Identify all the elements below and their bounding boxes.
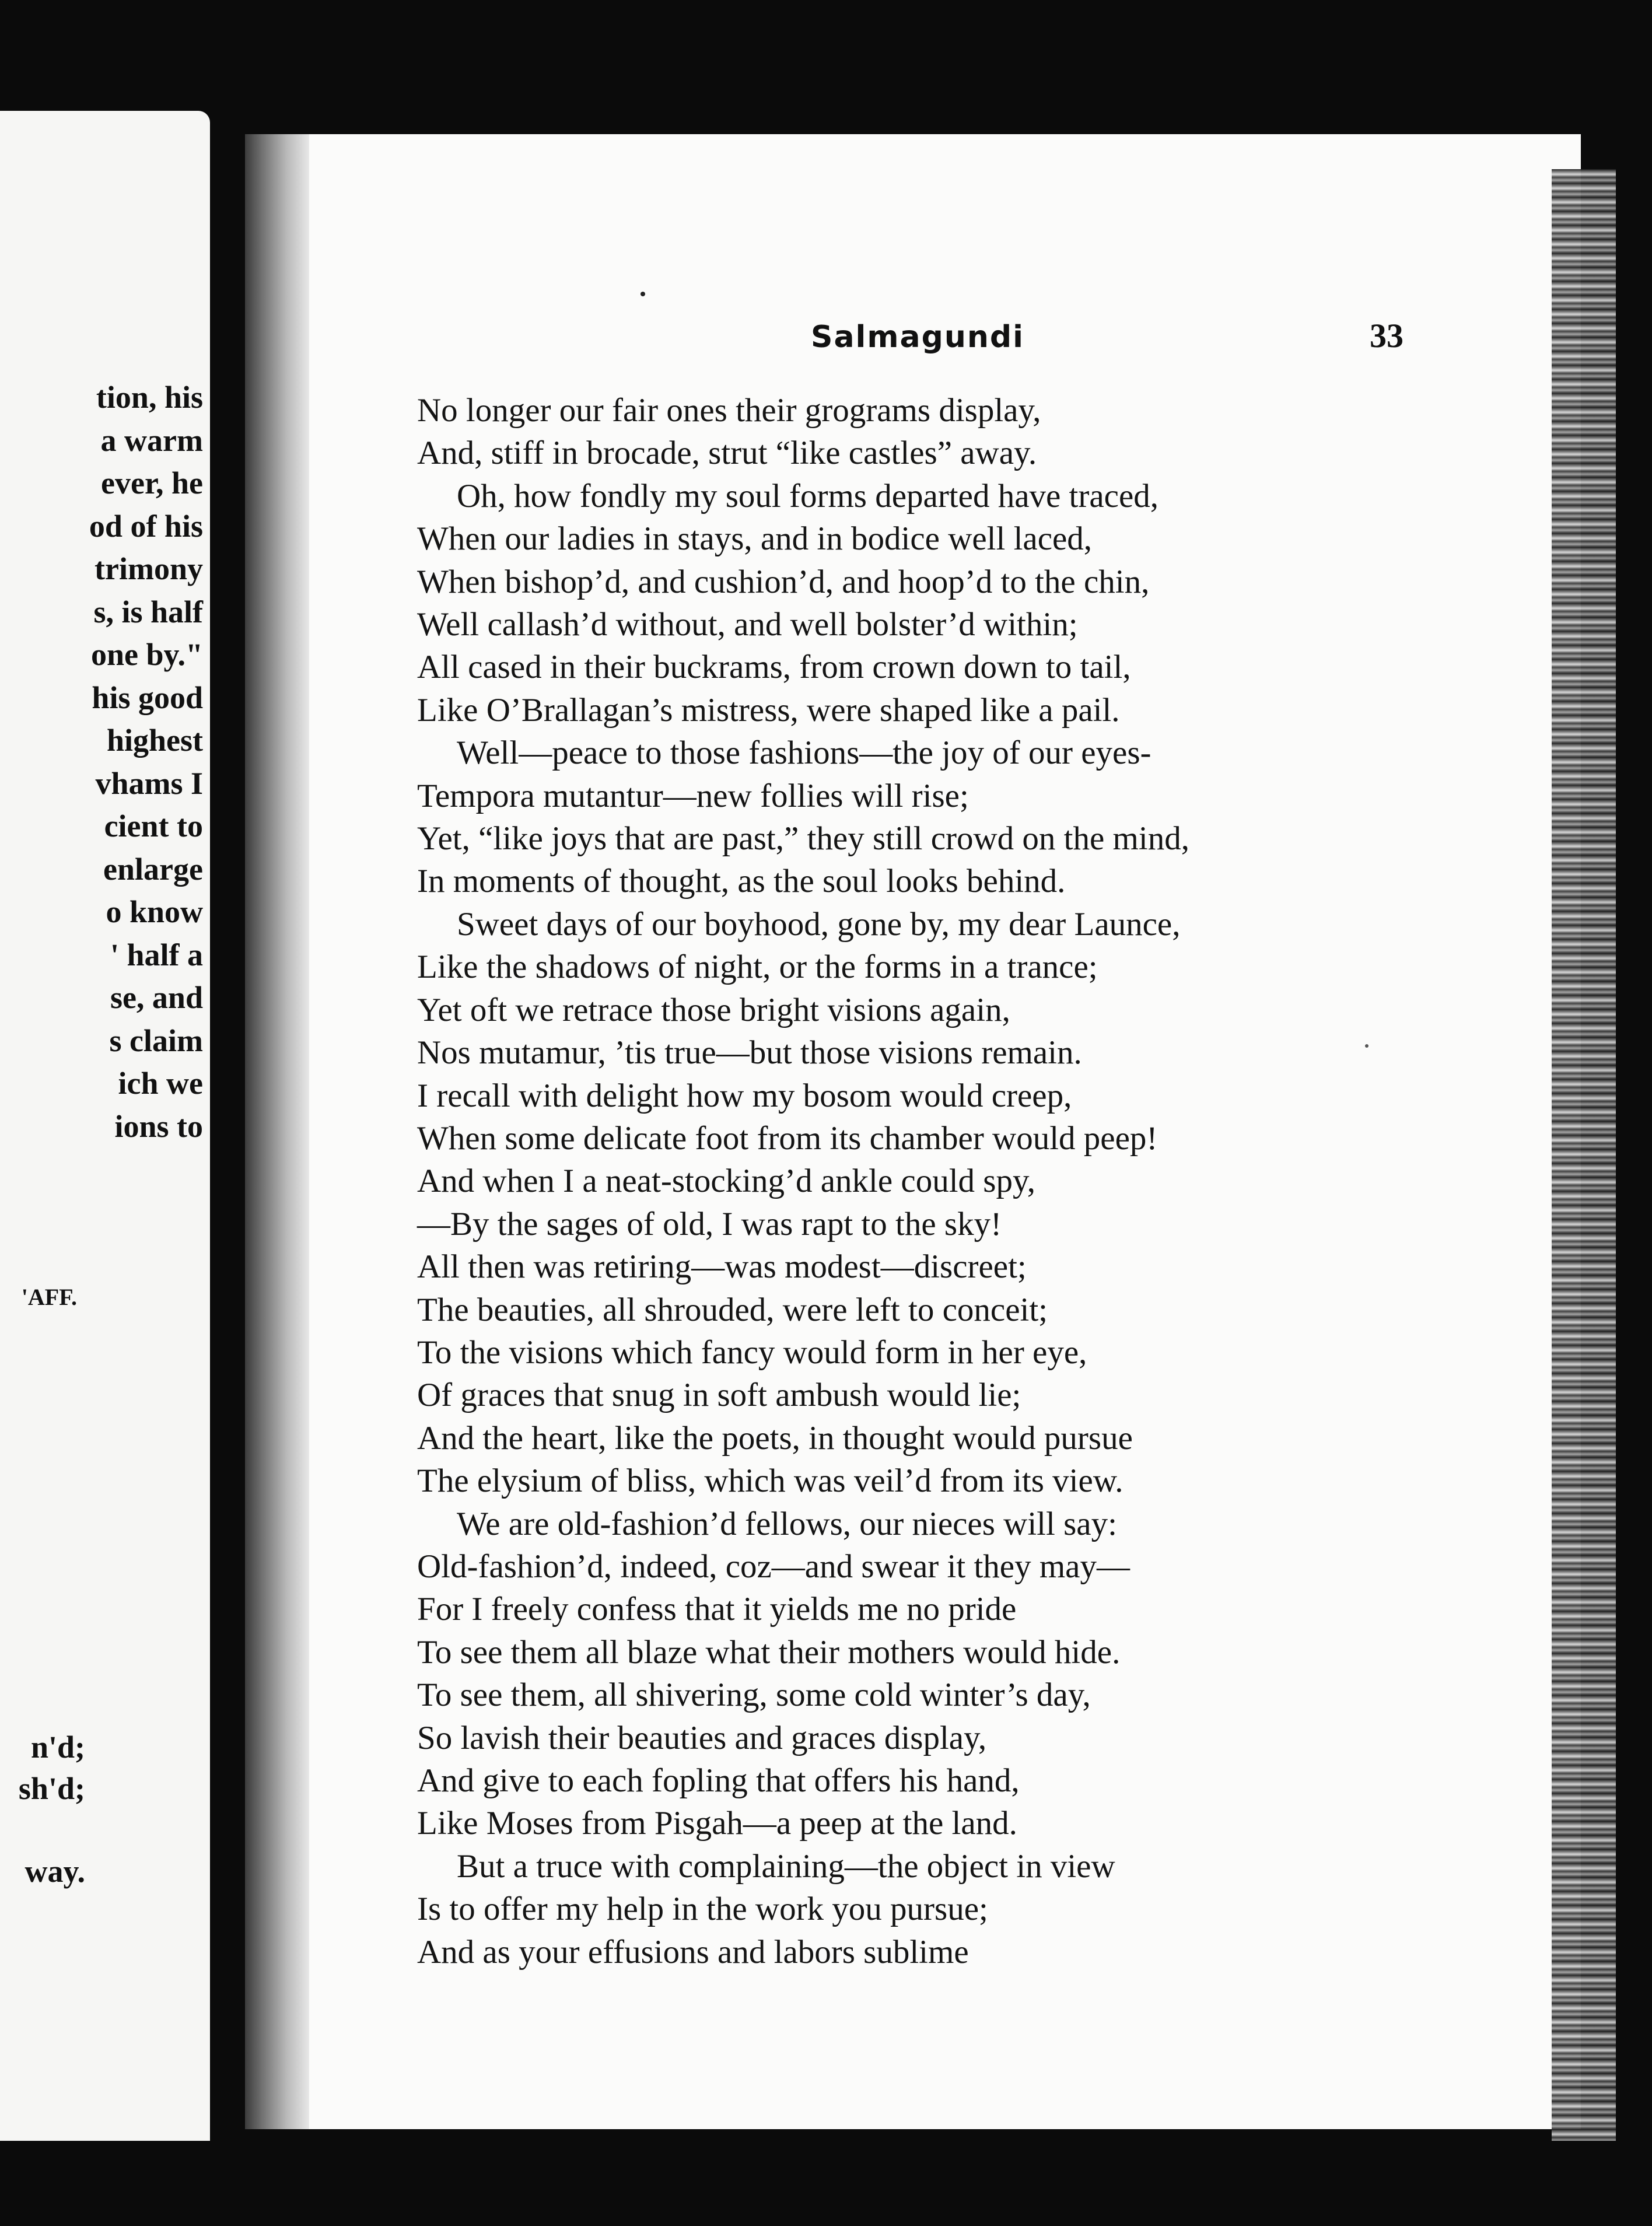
poem-line: For I freely confess that it yields me no pride <box>417 1591 1017 1628</box>
poem-line: Nos mutamur, ’tis true—but those visions remain. <box>417 1034 1082 1072</box>
poem-line: Like the shadows of night, or the forms in a trance; <box>417 949 1098 986</box>
left-page <box>0 111 210 2141</box>
left-page-line: cient to <box>104 808 203 844</box>
poem-line: All cased in their buckrams, from crown down to tail, <box>417 649 1131 686</box>
left-page-line: trimony <box>94 551 203 586</box>
left-page-line: ever, he <box>101 466 203 501</box>
left-page-line: way. <box>24 1854 85 1889</box>
page-number: 33 <box>1370 317 1404 355</box>
left-page-line: od of his <box>89 508 203 544</box>
poem-line: The elysium of bliss, which was veil’d from its view. <box>417 1462 1124 1500</box>
poem-line: And as your effusions and labors sublime <box>417 1933 969 1971</box>
poem-line: I recall with delight how my bosom would creep, <box>417 1077 1072 1114</box>
left-page-line: his good <box>92 680 203 715</box>
page-edges <box>1552 169 1616 2141</box>
left-page-line <box>19 1810 85 1851</box>
left-page-line: highest <box>106 723 203 758</box>
left-page-signature: 'AFF. <box>21 1284 77 1310</box>
poem-line: And give to each fopling that offers his hand, <box>417 1762 1020 1799</box>
poem-line: Yet, “like joys that are past,” they still crowd on the mind, <box>417 820 1189 858</box>
poem-line: To see them, all shivering, some cold winter’s day, <box>417 1676 1091 1714</box>
poem-line: To see them all blaze what their mothers would hide. <box>417 1633 1121 1671</box>
left-page-line: ions to <box>114 1108 203 1144</box>
poem-line: Like O’Brallagan’s mistress, were shaped like a pail. <box>417 691 1120 729</box>
poem-line: When bishop’d, and cushion’d, and hoop’d to the chin, <box>417 563 1150 600</box>
poem-line: And the heart, like the poets, in thought would pursue <box>417 1419 1133 1457</box>
poem-line: Of graces that snug in soft ambush would lie; <box>417 1377 1021 1414</box>
poem-line: And, stiff in brocade, strut “like castles” away. <box>417 435 1037 472</box>
poem-line: But a truce with complaining—the object in view <box>457 1847 1115 1885</box>
left-page-line: o know <box>106 894 203 929</box>
left-page-line: s claim <box>109 1023 203 1058</box>
poem-line: And when I a neat-stocking’d ankle could spy, <box>417 1163 1036 1200</box>
poem-line: Old-fashion’d, indeed, coz—and swear it they may— <box>417 1548 1130 1585</box>
poem-line: Well callash’d without, and well bolster’d within; <box>417 606 1078 643</box>
left-page-line: ich we <box>118 1066 203 1101</box>
poem-line: When our ladies in stays, and in bodice well laced, <box>417 520 1093 558</box>
left-page-text <box>0 376 203 1148</box>
left-page-tail-text <box>19 1727 85 1892</box>
poem-line: So lavish their beauties and graces display, <box>417 1719 987 1756</box>
left-page-line: vhams I <box>95 765 203 801</box>
poem-line: Well—peace to those fashions—the joy of our eyes- <box>457 734 1152 772</box>
right-page <box>309 134 1581 2129</box>
poem-line: The beauties, all shrouded, were left to conceit; <box>417 1291 1048 1328</box>
left-page-line: n'd; <box>30 1730 85 1765</box>
left-page-line: enlarge <box>103 851 203 887</box>
poem-line: In moments of thought, as the soul looks behind. <box>417 863 1066 900</box>
ink-speck <box>640 292 645 296</box>
poem-line: To the visions which fancy would form in her eye, <box>417 1334 1087 1371</box>
running-head: Salmagundi <box>811 320 1024 355</box>
poem-line: Like Moses from Pisgah—a peep at the land. <box>417 1805 1017 1842</box>
left-page-line: s, is half <box>93 594 203 629</box>
poem-line: Yet oft we retrace those bright visions again, <box>417 991 1010 1028</box>
left-page-line: one by." <box>90 637 203 672</box>
poem-line: —By the sages of old, I was rapt to the sky! <box>417 1205 1002 1242</box>
poem-line: Oh, how fondly my soul forms departed have traced, <box>457 477 1159 514</box>
poem-line: When some delicate foot from its chamber would peep! <box>417 1119 1158 1157</box>
left-page-line: ' half a <box>110 937 203 972</box>
left-page-line: tion, his <box>96 380 203 415</box>
left-page-line: sh'd; <box>18 1771 85 1806</box>
poem-line: Tempora mutantur—new follies will rise; <box>417 777 969 814</box>
poem-line: Sweet days of our boyhood, gone by, my dear Launce, <box>457 905 1181 943</box>
poem-line: Is to offer my help in the work you pursue; <box>417 1891 988 1928</box>
left-page-line: se, and <box>110 980 203 1015</box>
poem-line: No longer our fair ones their grograms display, <box>417 392 1041 429</box>
left-page-line: a warm <box>100 422 203 458</box>
poem-line: All then was retiring—was modest—discreet; <box>417 1248 1027 1286</box>
poem-line: We are old-fashion’d fellows, our nieces will say: <box>457 1505 1117 1542</box>
poem-text <box>417 389 1549 1973</box>
